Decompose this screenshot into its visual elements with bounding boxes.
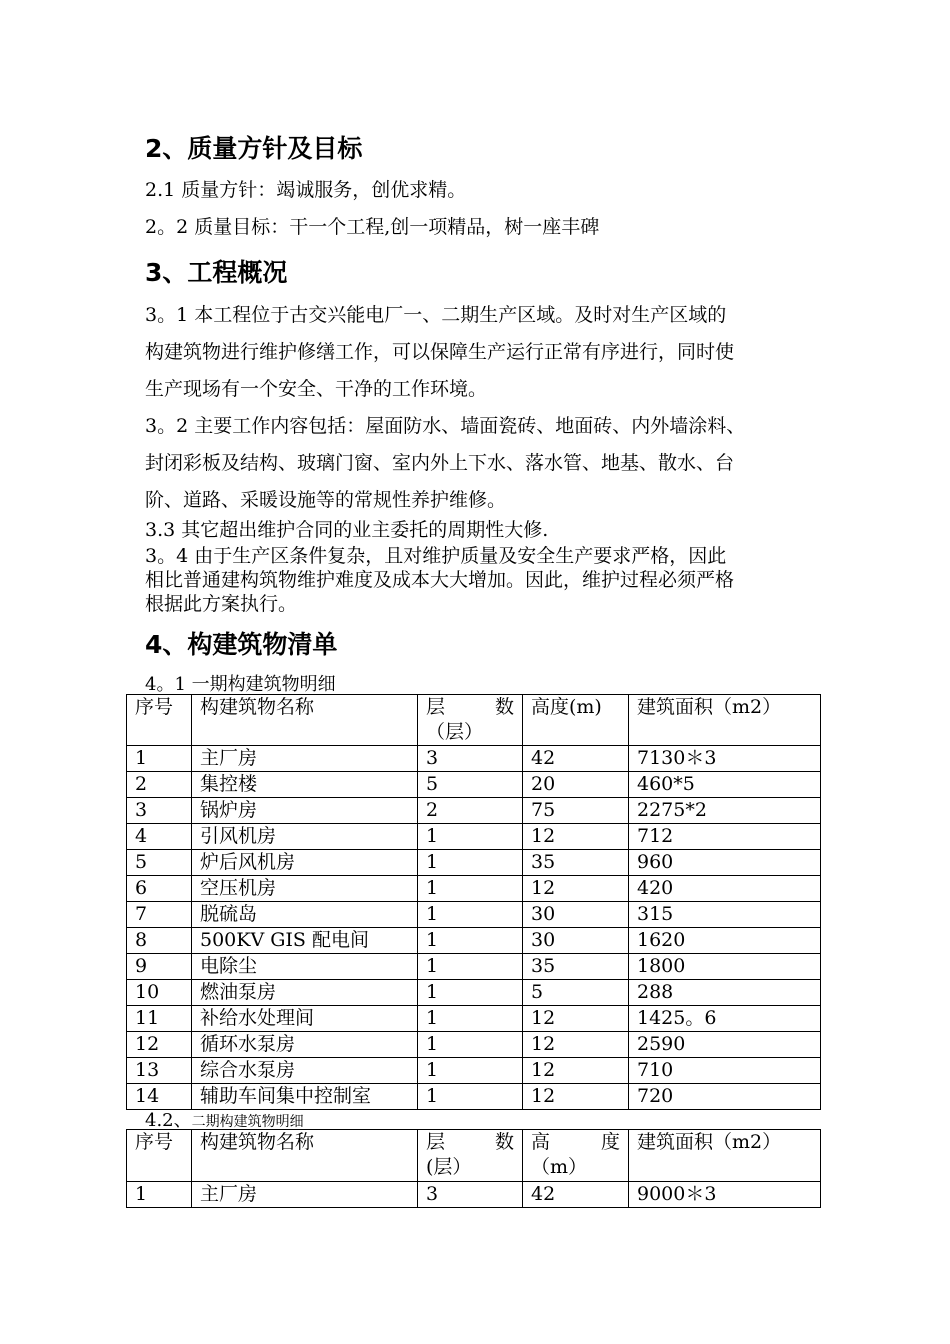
- cell-name: 补给水处理间: [192, 1006, 418, 1032]
- text-line: 3。2 主要工作内容包括：屋面防水、墙面瓷砖、地面砖、内外墙涂料、: [145, 415, 746, 437]
- cell-floors: 1: [418, 1006, 523, 1032]
- cell-height: 75: [523, 798, 629, 824]
- section-2-2-paragraph: 2。2 质量目标：干一个工程,创一项精品，树一座丰碑: [145, 216, 600, 238]
- cell-no: 3: [127, 798, 192, 824]
- text-line: 封闭彩板及结构、玻璃门窗、室内外上下水、落水管、地基、散水、台: [145, 452, 735, 474]
- table-row: [127, 954, 821, 980]
- table-header-row: [127, 695, 821, 746]
- table-row: [127, 1006, 821, 1032]
- header-area: 建筑面积（m2）: [629, 1130, 821, 1182]
- cell-name: 集控楼: [192, 772, 418, 798]
- header-floors-part-b: 数: [494, 1131, 514, 1153]
- cell-area: 720: [629, 1084, 821, 1110]
- header-height-unit: （m）: [531, 1156, 588, 1178]
- header-no: 序号: [127, 695, 192, 746]
- cell-name: 循环水泵房: [192, 1032, 418, 1058]
- cell-name: 主厂房: [192, 1182, 418, 1208]
- cell-height: 12: [523, 1006, 629, 1032]
- table-row: [127, 746, 821, 772]
- table-row: [127, 824, 821, 850]
- header-area: 建筑面积（m2）: [629, 695, 821, 746]
- text-line: 相比普通建构筑物维护难度及成本大大增加。因此，维护过程必须严格: [145, 569, 735, 591]
- table-row: [127, 928, 821, 954]
- cell-no: 14: [127, 1084, 192, 1110]
- header-floors: [418, 1130, 523, 1182]
- cell-floors: 1: [418, 902, 523, 928]
- cell-area: 1800: [629, 954, 821, 980]
- table-row: [127, 980, 821, 1006]
- cell-name: 500KV GIS 配电间: [192, 928, 418, 954]
- table-2-caption-number: 4.2、: [145, 1110, 192, 1131]
- section-2-heading: 2、质量方针及目标: [145, 134, 363, 163]
- cell-name: 综合水泵房: [192, 1058, 418, 1084]
- cell-no: 13: [127, 1058, 192, 1084]
- cell-floors: 2: [418, 798, 523, 824]
- cell-height: 30: [523, 928, 629, 954]
- cell-name: 电除尘: [192, 954, 418, 980]
- table-row: [127, 798, 821, 824]
- cell-no: 1: [127, 746, 192, 772]
- cell-no: 12: [127, 1032, 192, 1058]
- cell-floors: 1: [418, 1058, 523, 1084]
- cell-area: 315: [629, 902, 821, 928]
- table-2-caption-text: 二期构建筑物明细: [191, 1114, 304, 1130]
- text-line: 阶、道路、采暖设施等的常规性养护维修。: [145, 489, 507, 511]
- table-row: [127, 1182, 821, 1208]
- cell-area: 288: [629, 980, 821, 1006]
- cell-no: 4: [127, 824, 192, 850]
- section-3-2-paragraph: [145, 408, 835, 519]
- cell-height: 42: [523, 746, 629, 772]
- cell-floors: 1: [418, 980, 523, 1006]
- cell-name: 炉后风机房: [192, 850, 418, 876]
- cell-no: 1: [127, 1182, 192, 1208]
- cell-floors: 1: [418, 1032, 523, 1058]
- cell-floors: 1: [418, 928, 523, 954]
- header-height-part-b: 度: [600, 1131, 620, 1153]
- cell-name: 燃油泵房: [192, 980, 418, 1006]
- section-3-3-paragraph: 3.3 其它超出维护合同的业主委托的周期性大修.: [145, 519, 549, 541]
- cell-floors: 1: [418, 954, 523, 980]
- cell-height: 12: [523, 1032, 629, 1058]
- header-floors-unit: （层）: [426, 721, 484, 743]
- table-row: [127, 902, 821, 928]
- cell-no: 7: [127, 902, 192, 928]
- cell-height: 12: [523, 824, 629, 850]
- cell-no: 11: [127, 1006, 192, 1032]
- cell-height: 20: [523, 772, 629, 798]
- text-line: 3。4 由于生产区条件复杂，且对维护质量及安全生产要求严格，因此: [145, 545, 727, 567]
- cell-area: 9000＊3: [629, 1182, 821, 1208]
- cell-no: 8: [127, 928, 192, 954]
- section-3-4-paragraph: [145, 544, 835, 616]
- cell-name: 主厂房: [192, 746, 418, 772]
- header-floors: [418, 695, 523, 746]
- cell-name: 辅助车间集中控制室: [192, 1084, 418, 1110]
- section-4-heading: 4、构建筑物清单: [145, 630, 338, 659]
- cell-area: 712: [629, 824, 821, 850]
- cell-floors: 1: [418, 824, 523, 850]
- text-line: 3。1 本工程位于古交兴能电厂一、二期生产区域。及时对生产区域的: [145, 304, 727, 326]
- cell-area: 7130＊3: [629, 746, 821, 772]
- header-floors-part-a: 层: [426, 696, 446, 718]
- cell-height: 30: [523, 902, 629, 928]
- header-height-part-a: 高: [531, 1131, 551, 1153]
- table-row: [127, 772, 821, 798]
- cell-area: 1425。6: [629, 1006, 821, 1032]
- table-row: [127, 876, 821, 902]
- cell-no: 2: [127, 772, 192, 798]
- header-floors-part-a: 层: [426, 1131, 446, 1153]
- text-line: 根据此方案执行。: [145, 593, 298, 615]
- header-height: [523, 1130, 629, 1182]
- phase-2-buildings-table: [126, 1129, 821, 1208]
- section-3-1-paragraph: [145, 297, 835, 408]
- table-header-row: [127, 1130, 821, 1182]
- cell-height: 5: [523, 980, 629, 1006]
- cell-area: 2275*2: [629, 798, 821, 824]
- cell-height: 35: [523, 954, 629, 980]
- cell-floors: 3: [418, 1182, 523, 1208]
- cell-name: 空压机房: [192, 876, 418, 902]
- cell-area: 710: [629, 1058, 821, 1084]
- cell-area: 2590: [629, 1032, 821, 1058]
- cell-no: 6: [127, 876, 192, 902]
- header-name: 构建筑物名称: [192, 1130, 418, 1182]
- header-name: 构建筑物名称: [192, 695, 418, 746]
- header-no: 序号: [127, 1130, 192, 1182]
- phase-1-buildings-table: [126, 694, 821, 1110]
- cell-floors: 1: [418, 876, 523, 902]
- table-row: [127, 1058, 821, 1084]
- cell-name: 锅炉房: [192, 798, 418, 824]
- header-floors-unit: (层）: [426, 1156, 472, 1178]
- header-height: 高度(m): [523, 695, 629, 746]
- cell-floors: 1: [418, 1084, 523, 1110]
- table-1-caption: 4。1 一期构建筑物明细: [145, 674, 336, 695]
- section-2-1-paragraph: 2.1 质量方针：竭诚服务，创优求精。: [145, 179, 467, 201]
- header-floors-part-b: 数: [494, 696, 514, 718]
- text-line: 生产现场有一个安全、干净的工作环境。: [145, 378, 488, 400]
- cell-height: 12: [523, 1084, 629, 1110]
- cell-height: 12: [523, 876, 629, 902]
- cell-name: 脱硫岛: [192, 902, 418, 928]
- section-3-heading: 3、工程概况: [145, 258, 288, 287]
- text-line: 构建筑物进行维护修缮工作，可以保障生产运行正常有序进行，同时使: [145, 341, 735, 363]
- cell-no: 10: [127, 980, 192, 1006]
- table-row: [127, 1032, 821, 1058]
- cell-height: 12: [523, 1058, 629, 1084]
- cell-area: 1620: [629, 928, 821, 954]
- cell-no: 5: [127, 850, 192, 876]
- cell-area: 960: [629, 850, 821, 876]
- cell-floors: 1: [418, 850, 523, 876]
- cell-name: 引风机房: [192, 824, 418, 850]
- cell-floors: 5: [418, 772, 523, 798]
- table-row: [127, 850, 821, 876]
- cell-height: 35: [523, 850, 629, 876]
- cell-height: 42: [523, 1182, 629, 1208]
- cell-area: 420: [629, 876, 821, 902]
- cell-floors: 3: [418, 746, 523, 772]
- cell-area: 460*5: [629, 772, 821, 798]
- cell-no: 9: [127, 954, 192, 980]
